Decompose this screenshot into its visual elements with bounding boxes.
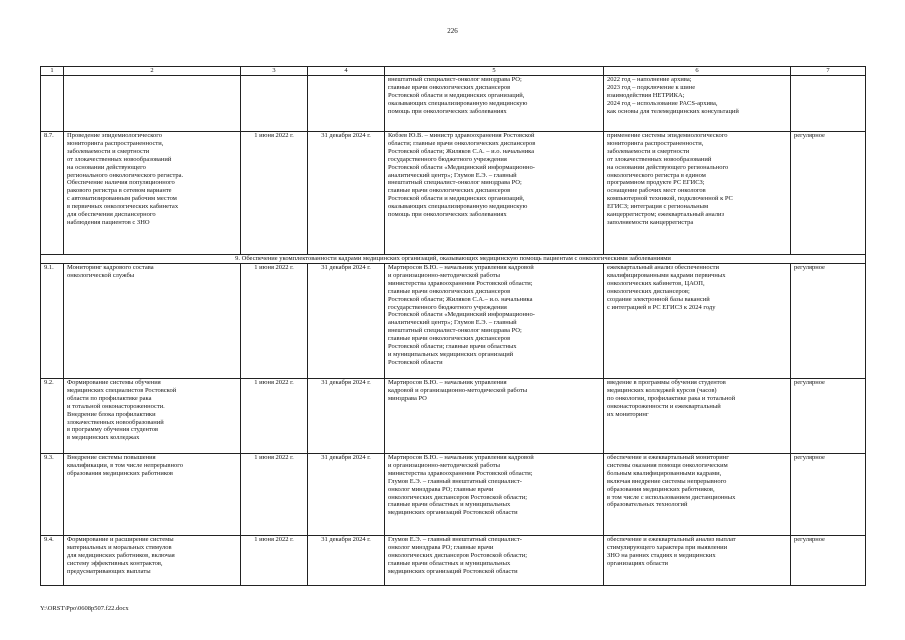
table-row [41, 264, 866, 379]
text-line: заболеваемости и смертности [67, 147, 150, 155]
text-line: государственного бюджетного учреждения [388, 155, 507, 163]
text-line: 2022 год – наполнение архива; [607, 76, 692, 83]
text-line: Ростовской области и медицинских организаций, [388, 91, 525, 99]
cell-end: 31 декабря 2024 г. [308, 132, 385, 255]
text-line: и организационно-методической работы [388, 461, 500, 469]
text-line: в том числе с использованием дистанционных [607, 493, 736, 501]
text-line: медицинских организаций Ростовской области [388, 567, 518, 575]
text-line: программном продукте РС ЕГИСЗ; [607, 179, 705, 187]
text-line: онкологических кабинетов, ЦАОП, [607, 279, 705, 287]
text-line: медицинских специалистов Ростовской [67, 386, 177, 394]
text-line: и тотальной онконастороженности. [67, 402, 165, 410]
text-line: взаимодействия НЕТРИКА; [607, 91, 685, 99]
text-line: на основании действующего регионального [607, 163, 729, 171]
cell-type: регулярное [791, 379, 866, 454]
table-row [41, 379, 866, 454]
text-line: аналитический центр»; Глумов Е.Э. – главный [388, 319, 517, 327]
cell-start: 1 июня 2022 г. [241, 454, 308, 536]
cell-num: 8.7. [41, 132, 64, 255]
text-line: с автоматизированным рабочим местом [67, 195, 177, 203]
cell-name [64, 76, 241, 132]
text-line: применение системы эпидемиологического [607, 132, 728, 139]
text-line: мониторинга распространенности, [67, 139, 164, 147]
cell-end [308, 76, 385, 132]
text-line: их мониторинг [607, 410, 649, 418]
col-header-7: 7 [791, 67, 866, 76]
text-line: в медицинских колледжах [67, 434, 140, 442]
cell-type: регулярное [791, 454, 866, 536]
text-line: помощь при онкологических заболеваниях [388, 107, 507, 115]
cell-result [604, 536, 791, 586]
text-line: ракового регистра в сетевом варианте [67, 187, 172, 195]
text-line: помощь при онкологических заболеваниях [388, 211, 507, 219]
cell-start: 1 июня 2022 г. [241, 132, 308, 255]
text-line: Глумов Е.Э. – главный внештатный специалист- [388, 536, 522, 543]
text-line: минздрава РО [388, 394, 427, 402]
cell-name [64, 264, 241, 379]
cell-start: 1 июня 2022 г. [241, 536, 308, 586]
text-line: по онкологии, профилактике рака и тотальной [607, 394, 736, 402]
cell-start: 1 июня 2022 г. [241, 379, 308, 454]
text-line: как основы для телемедицинских консультаций [607, 107, 739, 115]
text-line: оказывающих специализированную медицинскую [388, 203, 528, 211]
cell-end: 31 декабря 2024 г. [308, 536, 385, 586]
text-line: Мартиросов В.Ю. – начальник управления кадровой [388, 264, 534, 271]
text-line: заболеваемости и смертности [607, 147, 690, 155]
text-line: онкологических диспансеров Ростовской области; [388, 551, 528, 559]
cell-responsible [385, 76, 604, 132]
section-title: 9. Обеспечение укомплектованности кадрами медицинских организаций, оказывающих медицинскую помощь пациентам с онкологическими заболеваниями [41, 255, 866, 264]
cell-end: 31 декабря 2024 г. [308, 379, 385, 454]
text-line: онкологической службы [67, 271, 135, 279]
text-line: ежеквартальный анализ обеспеченности [607, 264, 719, 271]
col-header-5: 5 [385, 67, 604, 76]
text-line: для обеспечения диспансерного [67, 211, 156, 219]
text-line: внештатный специалист-онколог минздрава РО; [388, 179, 522, 187]
text-line: Ростовской области; Жиляков С.А.– и.о. начальника [388, 295, 533, 303]
text-line: оказывающих специализированную медицинскую [388, 99, 528, 107]
text-line: образовательных технологий [607, 501, 688, 509]
column-header-row [41, 67, 866, 76]
cell-responsible [385, 536, 604, 586]
cell-start [241, 76, 308, 132]
cell-num: 9.3. [41, 454, 64, 536]
text-line: Мониторинг кадрового состава [67, 264, 154, 271]
text-line: Ростовской области; Жиляков С.А. – и.о. начальника [388, 147, 535, 155]
text-line: Обеспечение наличия популяционного [67, 179, 175, 187]
text-line: онконастороженности и ежеквартальный [607, 402, 721, 410]
text-line: стимулирующего характера при выявлении [607, 543, 728, 551]
text-line: онколог минздрава РО; главные врачи [388, 485, 494, 493]
text-line: Ростовской области «Медицинский информационно- [388, 311, 535, 319]
text-line: создание электронной базы вакансий [607, 295, 710, 303]
text-line: на основании действующего [67, 163, 146, 171]
text-line: главные врачи онкологических диспансеров [388, 287, 511, 295]
cell-result [604, 379, 791, 454]
text-line: и организационно-методической работы [388, 271, 500, 279]
cell-type: регулярное [791, 536, 866, 586]
cell-responsible [385, 264, 604, 379]
text-line: Кобзев Ю.В. – министр здравоохранения Ростовской [388, 132, 535, 139]
text-line: образования медицинских работников [67, 469, 173, 477]
text-line: больным квалифицированными кадрами, [607, 469, 722, 477]
text-line: Мартиросов В.Ю. – начальник управления кадровой [388, 454, 534, 461]
table-row [41, 536, 866, 586]
text-line: в программу обучения студентов [67, 426, 159, 434]
cell-type [791, 76, 866, 132]
text-line: главные врачи областных и муниципальных [388, 501, 511, 509]
text-line: в первичных онкологических кабинетах [67, 203, 179, 211]
text-line: с интеграцией в РС ЕГИСЗ к 2024 году [607, 303, 716, 311]
text-line: внештатный специалист-онколог минздрава РО; [388, 327, 522, 335]
text-line: введение в программы обучения студентов [607, 379, 726, 386]
text-line: от злокачественных новообразований [67, 155, 172, 163]
text-line: обеспечение и ежеквартальный анализ выплат [607, 536, 736, 543]
text-line: ЕГИСЗ; интеграция с региональным [607, 203, 709, 211]
text-line: злокачественных новообразований [67, 418, 164, 426]
text-line: включая внедрение системы непрерывного [607, 477, 727, 485]
text-line: области по профилактике рака [67, 394, 152, 402]
cell-end: 31 декабря 2024 г. [308, 454, 385, 536]
text-line: Мартиросов В.Ю. – начальник управления [388, 379, 507, 386]
text-line: министерства здравоохранения Ростовской области; [388, 469, 533, 477]
text-line: заполняемости канцеррегистра [607, 218, 694, 226]
table-row [41, 454, 866, 536]
text-line: Формирование системы обучения [67, 379, 161, 386]
text-line: онкологических диспансеров; [607, 287, 690, 295]
text-line: обеспечение и ежеквартальный мониторинг [607, 454, 729, 461]
text-line: области; главные врачи онкологических диспансеров [388, 139, 536, 147]
text-line: государственного бюджетного учреждения [388, 303, 507, 311]
text-line: главные врачи онкологических диспансеров [388, 187, 511, 195]
col-header-3: 3 [241, 67, 308, 76]
text-line: от злокачественных новообразований [607, 155, 712, 163]
text-line: Внедрение блока профилактики [67, 410, 156, 418]
cell-responsible [385, 132, 604, 255]
text-line: медицинских организаций Ростовской области [388, 509, 518, 517]
cell-name [64, 379, 241, 454]
text-line: Глумов Е.Э. – главный внештатный специалист- [388, 477, 522, 485]
col-header-4: 4 [308, 67, 385, 76]
text-line: Ростовской области [388, 358, 443, 366]
text-line: системы оказания помощи онкологическим [607, 461, 728, 469]
text-line: компьютерной техникой, подключенной к РС [607, 195, 733, 203]
table-row [41, 132, 866, 255]
cell-name [64, 132, 241, 255]
text-line: Внедрение системы повышения [67, 454, 156, 461]
text-line: 2024 год – использование PACS-архива, [607, 99, 718, 107]
cell-type: регулярное [791, 132, 866, 255]
text-line: квалификации, в том числе непрерывного [67, 461, 183, 469]
text-line: систему эффективных контрактов, [67, 559, 163, 567]
text-line: онкологического регистра в едином [607, 171, 706, 179]
text-line: Проведение эпидемиологического [67, 132, 163, 139]
text-line: образования медицинских работников, [607, 485, 715, 493]
cell-type: регулярное [791, 264, 866, 379]
text-line: министерства здравоохранения Ростовской области; [388, 279, 533, 287]
cell-start: 1 июня 2022 г. [241, 264, 308, 379]
text-line: главные врачи онкологических диспансеров [388, 335, 511, 343]
text-line: канцеррегистром; ежеквартальный анализ [607, 211, 725, 219]
file-path-footer: Y:\ORST\Ppo\0608p507.f22.docx [40, 605, 129, 612]
plan-table [40, 66, 866, 586]
text-line: Формирование и расширение системы [67, 536, 174, 543]
cell-responsible [385, 454, 604, 536]
text-line: кадровой и организационно-методической работы [388, 386, 528, 394]
col-header-2: 2 [64, 67, 241, 76]
text-line: квалифицированными кадрами первичных [607, 271, 726, 279]
page-number: 226 [447, 27, 458, 35]
cell-result [604, 264, 791, 379]
text-line: главные врачи областных и муниципальных [388, 559, 511, 567]
col-header-1: 1 [41, 67, 64, 76]
cell-responsible [385, 379, 604, 454]
text-line: онколог минздрава РО; главные врачи [388, 543, 494, 551]
cell-num: 9.1. [41, 264, 64, 379]
col-header-6: 6 [604, 67, 791, 76]
text-line: аналитический центр»; Глумов Е.Э. – главный [388, 171, 517, 179]
text-line: Ростовской области; главные врачи областных [388, 343, 517, 351]
text-line: Ростовской области и медицинских организаций, [388, 195, 525, 203]
text-line: регионального онкологического регистра. [67, 171, 184, 179]
text-line: медицинских колледжей курсов (часов) [607, 386, 717, 394]
text-line: оснащение рабочих мест онкологов [607, 187, 706, 195]
cell-num: 9.2. [41, 379, 64, 454]
table-row [41, 76, 866, 132]
cell-result [604, 76, 791, 132]
text-line: 2023 год – подключение к шине [607, 83, 696, 91]
text-line: организациях области [607, 559, 669, 567]
cell-name [64, 454, 241, 536]
cell-num: 9.4. [41, 536, 64, 586]
cell-num [41, 76, 64, 132]
text-line: мониторинга распространенности, [607, 139, 704, 147]
section-header-row [41, 255, 866, 264]
text-line: внештатный специалист-онколог минздрава РО; [388, 76, 522, 83]
cell-name [64, 536, 241, 586]
cell-result [604, 454, 791, 536]
text-line: Ростовской области «Медицинский информационно- [388, 163, 535, 171]
text-line: для медицинских работников, включая [67, 551, 175, 559]
text-line: ЗНО на ранних стадиях в медицинских [607, 551, 716, 559]
text-line: наблюдения пациентов с ЗНО [67, 218, 150, 226]
text-line: материальных и моральных стимулов [67, 543, 172, 551]
text-line: и муниципальных медицинских организаций [388, 350, 514, 358]
cell-result [604, 132, 791, 255]
text-line: главные врачи онкологических диспансеров [388, 83, 511, 91]
cell-end: 31 декабря 2024 г. [308, 264, 385, 379]
text-line: онкологических диспансеров Ростовской области; [388, 493, 528, 501]
text-line: предусматривающих выплаты [67, 567, 151, 575]
